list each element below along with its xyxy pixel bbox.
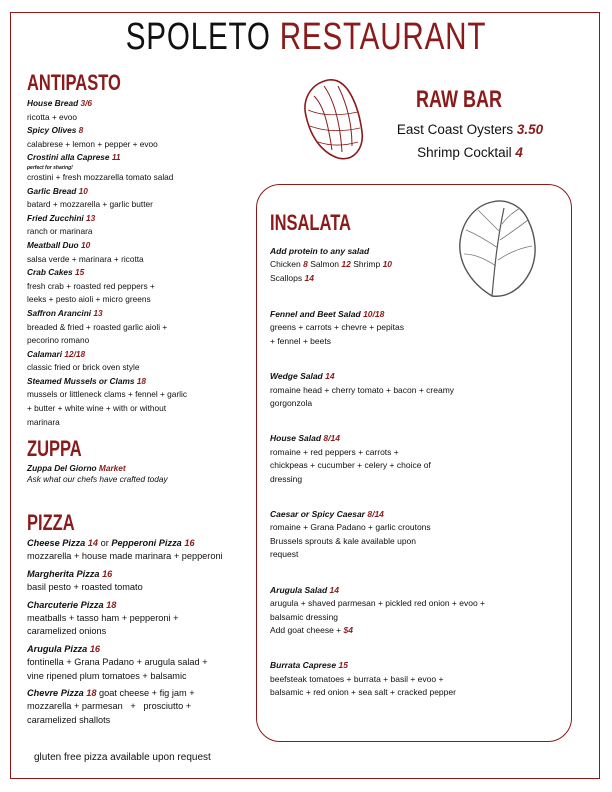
antipasto-item-name (27, 185, 257, 199)
salad-name: Caesar or Spicy Caesar (270, 509, 365, 520)
protein-item (270, 259, 308, 269)
title-restaurant: RESTAURANT (279, 16, 487, 58)
item-price: 8 (78, 125, 84, 136)
protein-item (310, 259, 351, 269)
pizza-list (27, 537, 259, 731)
pizza-desc: vine ripened plum tomatoes + balsamic (27, 670, 187, 681)
raw-bar-list (350, 118, 590, 164)
salad-price: 15 (338, 660, 348, 671)
salad-list (270, 308, 560, 700)
raw-bar-price: 4 (515, 145, 523, 160)
salad-desc: romaine + red peppers + carrots + (270, 446, 399, 457)
chevre-desc-line: mozzarella + parmesan + prosciutto + (27, 701, 192, 712)
protein-name: Shrimp (353, 259, 381, 270)
gluten-free-note: gluten free pizza available upon request (34, 752, 211, 763)
item-desc: classic fried or brick oven style (27, 362, 140, 373)
salad-desc: greens + carrots + chevre + pepitas (270, 322, 404, 333)
item-note: perfect for sharing! (27, 164, 73, 171)
salad-name: Fennel and Beet Salad (270, 309, 361, 319)
item-name: Spicy Olives (27, 125, 77, 136)
salad-price: 14 (329, 584, 339, 595)
item-desc: salsa verde + marinara + ricotta (27, 253, 144, 264)
zuppa-price: Market (98, 463, 126, 473)
raw-bar-item (350, 141, 590, 164)
item-price: 11 (111, 152, 121, 163)
pizza-desc: meatballs + tasso ham + pepperoni + (27, 613, 179, 624)
cheese-pizza-price: 14 (87, 538, 99, 548)
protein-name: Salmon (310, 259, 340, 270)
salad-desc: arugula + shaved parmesan + pickled red onion + evoo + (270, 598, 486, 609)
pizza-chevre (27, 687, 259, 727)
item-name: Saffron Arancini (27, 307, 92, 318)
item-name: Meatball Duo (27, 239, 79, 250)
item-price: 10 (78, 185, 88, 196)
salad-item (270, 432, 560, 486)
protein-price: 14 (304, 272, 314, 283)
pizza-price: 16 (89, 643, 101, 654)
antipasto-item-name (27, 266, 257, 280)
cheese-pizza-name: Cheese Pizza (27, 538, 86, 548)
salad-price: 14 (325, 371, 335, 382)
pizza-item (27, 568, 259, 595)
salad-title (270, 308, 560, 321)
item-name: Garlic Bread (27, 185, 77, 196)
item-price: 15 (74, 267, 85, 278)
pizza-item-title (27, 599, 259, 612)
salad-desc: dressing (270, 473, 303, 484)
chevre-pizza-price: 18 (86, 688, 97, 699)
pizza-desc: caramelized onions (27, 626, 107, 637)
item-price: 13 (93, 307, 103, 318)
antipasto-item-name (27, 151, 257, 165)
antipasto-item-name (27, 348, 257, 362)
protein-name: Scallops (270, 272, 303, 283)
item-name: House Bread (27, 98, 79, 108)
pizza-item (27, 643, 259, 683)
item-name: Calamari (27, 348, 63, 359)
protein-block (270, 245, 470, 285)
item-desc: mussels or littleneck clams + fennel + garlic (27, 389, 188, 400)
pizza-name: Charcuterie Pizza (27, 599, 104, 610)
pizza-price: 18 (106, 599, 117, 610)
salad-desc: balsamic + red onion + sea salt + cracked pepper (270, 687, 456, 698)
pizza-item (27, 599, 259, 639)
item-price: 10 (80, 239, 91, 250)
raw-bar-name: East Coast Oysters (396, 122, 514, 137)
item-desc: breaded & fried + roasted garlic aioli + (27, 321, 168, 332)
pizza-item-title (27, 568, 259, 581)
chevre-desc-line: caramelized shallots (27, 714, 111, 725)
title-spoleto: SPOLETO (125, 16, 271, 58)
salad-title (270, 432, 560, 445)
protein-list (270, 258, 420, 285)
item-desc: calabrese + lemon + pepper + evoo (27, 138, 158, 149)
salad-name: House Salad (270, 433, 322, 444)
protein-title: Add protein to any salad (270, 246, 370, 256)
salad-desc: request (270, 549, 299, 560)
item-desc: leeks + pesto aioli + micro greens (27, 294, 151, 305)
pizza-or: or (100, 538, 109, 548)
item-desc: batard + mozzarella + garlic butter (27, 199, 153, 210)
salad-desc: + fennel + beets (270, 335, 331, 346)
salad-title (270, 584, 560, 597)
protein-price: 8 (303, 259, 308, 270)
antipasto-list (27, 97, 257, 429)
zuppa-item (27, 463, 257, 474)
chevre-desc-first: goat cheese + fig jam + (99, 688, 195, 699)
item-desc: pecorino romano (27, 335, 90, 346)
salad-desc: chickpeas + cucumber + celery + choice of (270, 460, 431, 471)
item-desc: ranch or marinara (27, 226, 93, 237)
salad-name: Arugula Salad (270, 584, 328, 595)
cheese-pizza-desc: mozzarella + house made marinara + pepperoni (27, 551, 223, 562)
salad-item (270, 508, 560, 562)
salad-price: 10/18 (363, 309, 385, 319)
item-desc: crostini + fresh mozzarella tomato salad (27, 171, 174, 182)
protein-item (270, 273, 314, 283)
pizza-cheese (27, 537, 259, 564)
salad-desc: balsamic dressing (270, 611, 339, 622)
item-name: Crostini alla Caprese (27, 152, 110, 163)
pepperoni-pizza-price: 16 (184, 538, 195, 548)
protein-price: 10 (382, 259, 393, 270)
salad-name: Burrata Caprese (270, 660, 337, 671)
pizza-desc: basil pesto + roasted tomato (27, 582, 143, 593)
antipasto-item-name (27, 239, 257, 253)
pizza-heading: PIZZA (27, 510, 75, 535)
pepperoni-pizza-name: Pepperoni Pizza (111, 538, 182, 548)
pizza-items (27, 568, 259, 683)
item-price: 3/6 (80, 98, 93, 108)
salad-desc: romaine head + cherry tomato + bacon + creamy (270, 384, 455, 395)
goat-text: Add goat cheese + (270, 624, 342, 635)
item-name: Steamed Mussels or Clams (27, 375, 135, 386)
item-desc: + butter + white wine + with or without (27, 403, 167, 414)
item-name: Fried Zucchini (27, 212, 84, 223)
item-price: 13 (86, 212, 96, 223)
pizza-desc: fontinella + Grana Padano + arugula salad + (27, 657, 208, 668)
zuppa-block (27, 463, 257, 485)
item-desc: ricotta + evoo (27, 111, 78, 122)
antipasto-item-name (27, 307, 257, 321)
item-name: Crab Cakes (27, 267, 73, 278)
pizza-item-title (27, 643, 259, 656)
salad-item (270, 659, 560, 699)
salad-price: 8/14 (323, 433, 340, 444)
item-price: 12/18 (64, 348, 86, 359)
antipasto-item-name (27, 375, 257, 389)
goat-cheese-addon (270, 624, 560, 637)
raw-bar-price: 3.50 (516, 122, 544, 137)
raw-bar-item (350, 118, 590, 141)
antipasto-item-name (27, 124, 257, 138)
salad-desc: beefsteak tomatoes + burrata + basil + evoo + (270, 673, 444, 684)
salad-desc: Brussels sprouts & kale available upon (270, 535, 416, 546)
zuppa-name: Zuppa Del Giorno (27, 463, 97, 473)
antipasto-item-name (27, 97, 257, 111)
antipasto-heading: ANTIPASTO (27, 70, 121, 95)
salad-item (270, 308, 560, 348)
item-desc: fresh crab + roasted red peppers + (27, 280, 155, 291)
item-desc: marinara (27, 416, 60, 427)
salad-item (270, 584, 560, 638)
salad-title (270, 659, 560, 672)
item-price: 18 (136, 375, 146, 386)
pizza-price: 16 (102, 568, 113, 579)
salad-desc: romaine + Grana Padano + garlic croutons (270, 522, 431, 533)
protein-item (353, 259, 392, 269)
salad-title (270, 508, 560, 521)
chevre-pizza-name: Chevre Pizza (27, 688, 84, 699)
goat-price: $4 (343, 624, 353, 635)
zuppa-heading: ZUPPA (27, 436, 82, 461)
salad-desc: gorgonzola (270, 398, 313, 409)
pizza-name: Margherita Pizza (27, 568, 100, 579)
salad-item (270, 370, 560, 410)
raw-bar-name: Shrimp Cocktail (417, 145, 512, 160)
insalata-heading: INSALATA (270, 210, 351, 235)
page-title (67, 16, 544, 59)
zuppa-desc: Ask what our chefs have crafted today (27, 474, 168, 484)
pizza-name: Arugula Pizza (27, 643, 88, 654)
salad-name: Wedge Salad (270, 371, 323, 382)
raw-bar-heading: RAW BAR (416, 86, 502, 113)
antipasto-item-name (27, 212, 257, 226)
protein-price: 12 (341, 259, 351, 270)
salad-title (270, 370, 560, 383)
protein-name: Chicken (270, 259, 301, 270)
salad-price: 8/14 (367, 509, 384, 520)
